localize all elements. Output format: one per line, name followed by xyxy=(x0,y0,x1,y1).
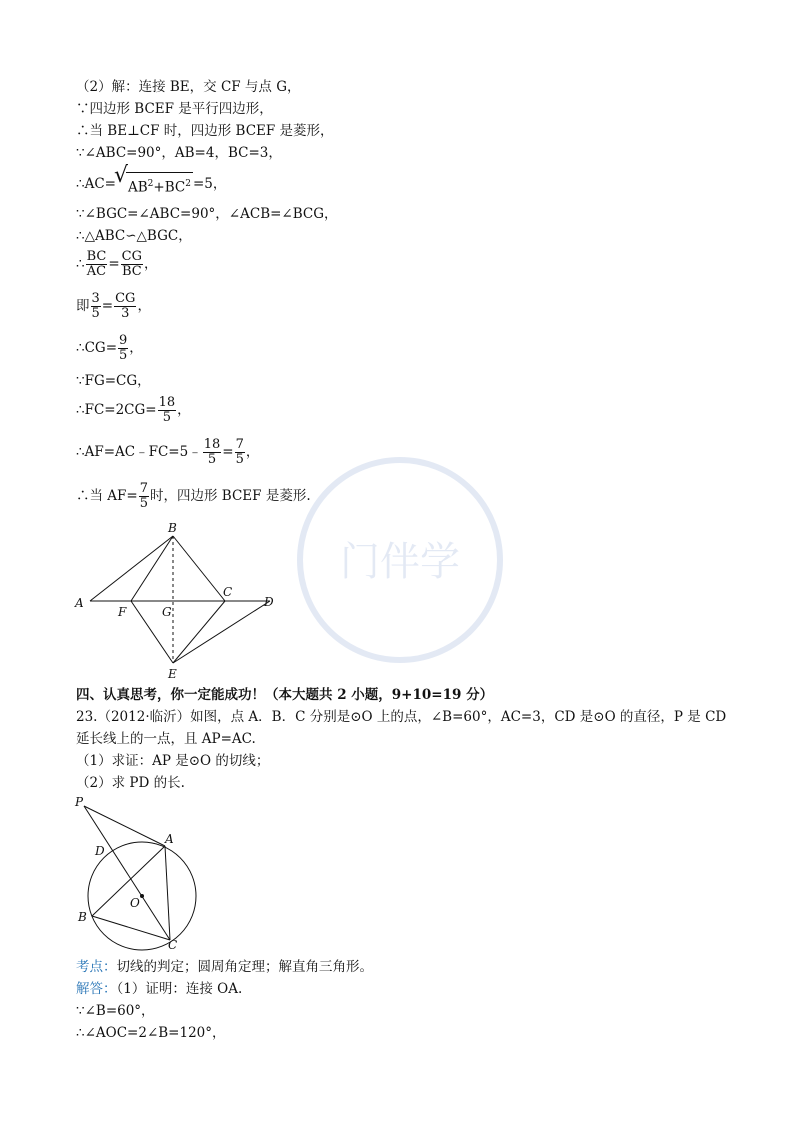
problem23-q2: （2）求 PD 的长. xyxy=(76,775,185,791)
problem23-line2: 延长线上的一点，且 AP=AC. xyxy=(76,731,256,747)
sol-line-3: ∴当 BE⊥CF 时，四边形 BCEF 是菱形， xyxy=(76,123,334,139)
point-label-A: A xyxy=(75,596,84,610)
point-label-C: C xyxy=(223,585,233,599)
section-heading: 四、认真思考，你一定能成功！（本大题共 2 小题，9+10=19 分） xyxy=(76,687,494,703)
kaodian-line: 考点：切线的判定；圆周角定理；解直角三角形。 xyxy=(76,959,373,975)
point-label-F: F xyxy=(118,605,127,619)
point-label-C: C xyxy=(168,938,178,952)
jieda-line: 解答：（1）证明：连接 OA. xyxy=(76,981,243,997)
sol-line-12: ∴FC=2CG= $\frac{18}{5}$ ， xyxy=(76,395,191,425)
sol-line-11: ∵FG=CG， xyxy=(76,373,151,389)
fraction: $\frac{7}{5}$ xyxy=(139,481,149,511)
sol-line-1: （2）解：连接 BE，交 CF 与点 G， xyxy=(76,79,301,95)
fraction: $\frac{CG}{BC}$ xyxy=(121,249,142,279)
point-label-B: B xyxy=(78,910,87,924)
sqrt-expression: √ $AB^2+BC^2$ xyxy=(126,172,193,197)
point-label-E: E xyxy=(168,667,177,681)
kaodian-label: 考点： xyxy=(76,959,117,975)
fraction: $\frac{CG}{3}$ xyxy=(115,291,136,321)
sol-line-7: ∴△ABC∽△BGC， xyxy=(76,228,192,244)
point-label-P: P xyxy=(75,795,84,809)
fraction: $\frac{9}{5}$ xyxy=(119,333,128,363)
watermark-logo xyxy=(280,440,520,680)
fraction: $\frac{7}{5}$ xyxy=(235,437,244,467)
sol-line-6: ∵∠BGC=∠ABC=90°，∠ACB=∠BCG， xyxy=(76,206,338,222)
step-line-1: ∵∠B=60°， xyxy=(76,1003,155,1019)
point-label-D: D xyxy=(264,595,274,609)
point-label-O: O xyxy=(130,896,140,910)
sol-line-8: ∴ $\frac{BC}{AC}$ = $\frac{CG}{BC}$ ， xyxy=(76,249,158,279)
point-label-D: D xyxy=(95,844,105,858)
sol-line-13: ∴AF=AC﹣FC=5﹣ $\frac{18}{5}$ = $\frac{7}{5}$ ， xyxy=(76,437,260,467)
sol-line-14: ∴当 AF= $\frac{7}{5}$ 时，四边形 BCEF 是菱形. xyxy=(76,481,311,511)
rhombus-figure xyxy=(70,520,290,690)
point-label-B: B xyxy=(168,521,177,535)
sol-line-9: 即 $\frac{3}{5}$ = $\frac{CG}{3}$ ， xyxy=(76,291,151,321)
fraction: $\frac{18}{5}$ xyxy=(158,395,176,425)
fraction: $\frac{3}{5}$ xyxy=(91,291,100,321)
step-line-2: ∴∠AOC=2∠B=120°， xyxy=(76,1025,226,1041)
point-label-G: G xyxy=(162,605,172,619)
fraction: $\frac{18}{5}$ xyxy=(203,437,221,467)
sol-line-4: ∵∠ABC=90°，AB=4，BC=3， xyxy=(76,145,282,161)
sol-line-5: ∴AC=√ $AB^2+BC^2 =5$， xyxy=(76,172,226,197)
fraction: $\frac{BC}{AC}$ xyxy=(86,249,107,279)
sol-line-2: ∵四边形 BCEF 是平行四边形， xyxy=(76,101,273,117)
watermark-text: 门伴学 xyxy=(340,539,460,585)
sol-line-10: ∴CG= $\frac{9}{5}$ ， xyxy=(76,333,143,363)
jieda-label: 解答： xyxy=(76,981,117,997)
problem23-line1: 23.（2012·临沂）如图，点 A．B．C 分别是⊙O 上的点，∠B=60°，AC=3，CD 是⊙O 的直径，P 是 CD xyxy=(76,709,727,725)
problem23-q1: （1）求证：AP 是⊙O 的切线； xyxy=(76,753,270,769)
circle-tangent-figure xyxy=(70,795,220,955)
point-label-A: A xyxy=(165,832,174,846)
